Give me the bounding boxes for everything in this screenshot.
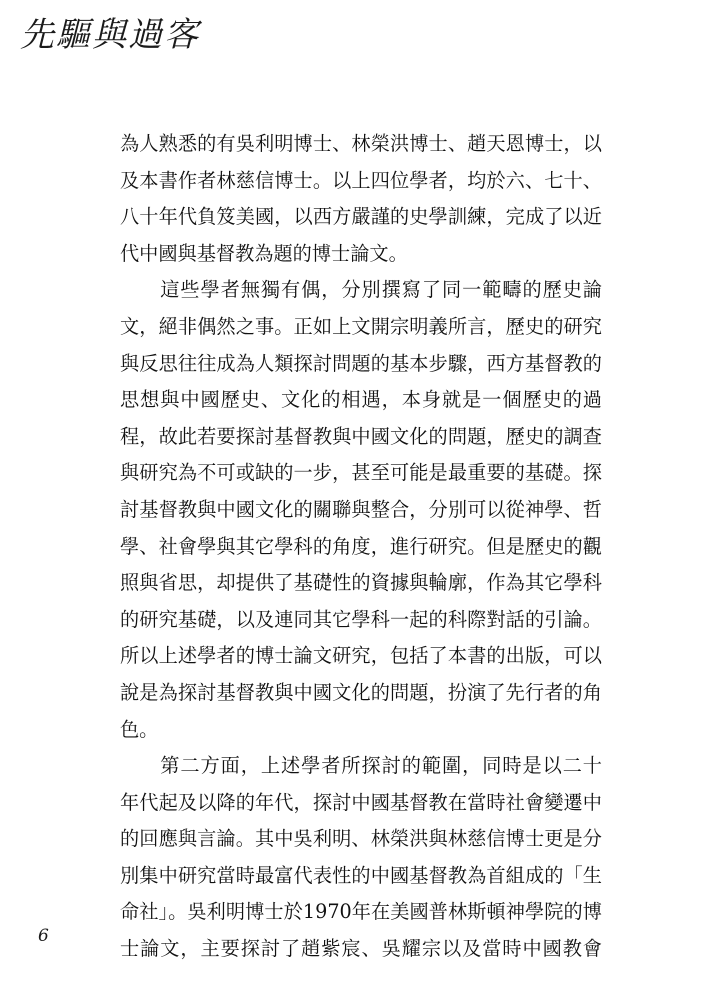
text-line: 思想與中國歷史、文化的相遇，本身就是一個歷史的過 <box>120 388 602 412</box>
text-line: 色。 <box>120 717 159 741</box>
text-line: 所以上述學者的博士論文研究，包括了本書的出版，可以 <box>120 644 602 668</box>
text-line: 程，故此若要探討基督教與中國文化的問題，歷史的調查 <box>120 424 602 448</box>
text-line: 年代起及以降的年代，探討中國基督教在當時社會變遷中 <box>120 790 602 814</box>
text-line: 與反思往往成為人類探討問題的基本步驟，西方基督教的 <box>120 351 602 375</box>
page-number: 6 <box>38 926 49 946</box>
text-line: 照與省思，却提供了基礎性的資據與輪廓，作為其它學科 <box>120 571 602 595</box>
text-line: 命社」。吳利明博士於1970年在美國普林斯頓神學院的博 <box>120 900 602 924</box>
text-line: 學、社會學與其它學科的角度，進行研究。但是歷史的觀 <box>120 534 602 558</box>
text-line: 為人熟悉的有吳利明博士、林榮洪博士、趙天恩博士，以 <box>120 132 602 155</box>
text-line: 的回應與言論。其中吳利明、林榮洪與林慈信博士更是分 <box>120 827 602 851</box>
text-line: 與研究為不可或缺的一步，甚至可能是最重要的基礎。探 <box>120 461 602 485</box>
text-line: 代中國與基督教為題的博士論文。 <box>120 241 408 265</box>
text-line: 的研究基礎，以及連同其它學科一起的科際對話的引論。 <box>120 607 602 631</box>
text-line: 說是為探討基督教與中國文化的問題，扮演了先行者的角 <box>120 680 602 704</box>
running-header-title: 先驅與過客 <box>20 15 200 55</box>
text-line: 討基督教與中國文化的關聯與整合，分別可以從神學、哲 <box>120 497 602 521</box>
text-line: 別集中研究當時最富代表性的中國基督教為首組成的「生 <box>120 863 602 887</box>
text-line: 第二方面，上述學者所探討的範圍，同時是以二十 <box>120 754 602 778</box>
text-line: 這些學者無獨有偶，分別撰寫了同一範疇的歷史論 <box>120 278 602 302</box>
text-line: 士論文，主要探討了趙紫宸、吳耀宗以及當時中國教會 <box>120 937 602 961</box>
body-text <box>120 126 602 968</box>
text-line: 八十年代負笈美國，以西方嚴謹的史學訓練，完成了以近 <box>120 205 602 229</box>
text-line: 及本書作者林慈信博士。以上四位學者，均於六、七十、 <box>120 168 602 192</box>
text-line: 文，絕非偶然之事。正如上文開宗明義所言，歷史的研究 <box>120 314 602 338</box>
